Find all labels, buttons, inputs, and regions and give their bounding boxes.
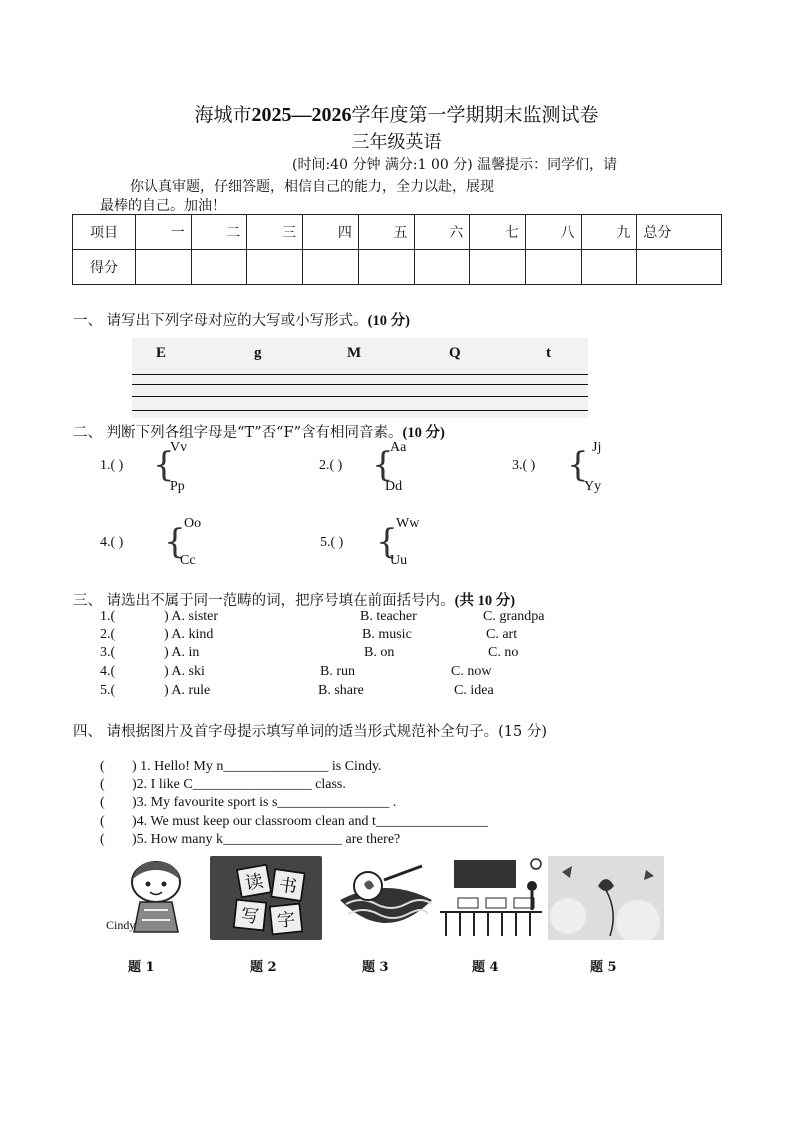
s2-item-4-bottom: Cc	[180, 553, 196, 568]
s4-row-2-text: )2. I like C_________________ class.	[132, 777, 346, 792]
s3-row-3-number[interactable]: 3.(	[100, 645, 116, 660]
picture-5-kites	[548, 856, 664, 940]
s2-item-3-number[interactable]: 3.( )	[512, 458, 536, 473]
char-tile: 书	[270, 868, 306, 902]
s3-row-5-c: C. idea	[454, 683, 494, 698]
exam-title: 海城市2025—2026学年度第一学期期末监测试卷	[194, 104, 599, 126]
writing-line[interactable]	[132, 410, 588, 411]
s2-item-4-top: Oo	[184, 516, 202, 531]
score-col-total: 总分	[637, 215, 722, 250]
s4-row-3-text: )3. My favourite sport is s________________ .	[132, 795, 397, 810]
tip-line-3: 最棒的自己。加油！	[100, 198, 226, 214]
s4-row-3-paren[interactable]: (	[100, 795, 105, 810]
kite-icon	[548, 856, 664, 940]
score-table-header-row	[73, 215, 722, 250]
exam-subtitle: 三年级英语	[351, 132, 442, 153]
letter-4: Q	[449, 345, 461, 361]
section-4-heading: 四、 请根据图片及首字母提示填写单词的适当形式规范补全句子。(15 分)	[73, 724, 547, 740]
s3-row-3-c: C. no	[488, 645, 519, 660]
s4-row-4-paren[interactable]: (	[100, 814, 105, 829]
s3-row-3-b: B. on	[364, 645, 395, 660]
score-cell[interactable]	[581, 250, 637, 285]
score-cell[interactable]	[414, 250, 470, 285]
writing-line[interactable]	[132, 396, 588, 397]
picture-4-classroom	[436, 856, 546, 940]
s3-row-2-c: C. art	[486, 627, 518, 642]
s4-row-2-paren[interactable]: (	[100, 777, 105, 792]
score-cell[interactable]	[637, 250, 722, 285]
section-2-heading: 二、 判断下列各组字母是“T”否“F”含有相同音素。(10 分)	[73, 425, 445, 441]
score-col-2: 二	[191, 215, 247, 250]
score-col-3: 三	[247, 215, 303, 250]
s2-item-5-bottom: Uu	[390, 553, 408, 568]
s2-item-2-top: Aa	[390, 440, 407, 455]
s2-item-3-bottom: Yy	[584, 479, 602, 494]
s4-row-5-text: )5. How many k_________________ are there?	[132, 832, 401, 847]
score-cell[interactable]	[247, 250, 303, 285]
picture-1-label: Cindy	[106, 918, 136, 932]
score-cell[interactable]	[191, 250, 247, 285]
s2-item-2-bottom: Dd	[385, 479, 403, 494]
score-cell[interactable]	[136, 250, 192, 285]
caption-4: 题 4	[472, 960, 499, 975]
score-cell[interactable]	[525, 250, 581, 285]
brace-icon: {	[372, 445, 394, 485]
brace-icon: {	[376, 522, 398, 562]
letter-5: t	[546, 345, 551, 361]
s3-row-3-a: ) A. in	[164, 645, 200, 660]
brace-icon: {	[164, 522, 186, 562]
s2-item-3-top: Jj	[592, 440, 602, 455]
letter-1: E	[156, 345, 167, 361]
brace-icon: {	[153, 445, 175, 485]
score-col-9: 九	[581, 215, 637, 250]
score-cell[interactable]	[358, 250, 414, 285]
picture-3-swimming	[336, 856, 436, 940]
score-row-label: 项目	[73, 215, 136, 250]
s3-row-1-c: C. grandpa	[483, 609, 545, 624]
s3-row-5-a: ) A. rule	[164, 683, 211, 698]
char-tile: 字	[269, 902, 304, 935]
s3-row-4-b: B. run	[320, 664, 355, 679]
s4-row-4-text: )4. We must keep our classroom clean and t________________	[132, 814, 488, 829]
swimmer-icon	[336, 856, 436, 940]
classroom-icon	[436, 856, 546, 940]
caption-1: 题 1	[128, 960, 155, 975]
char-tile: 读	[236, 863, 273, 898]
score-col-8: 八	[525, 215, 581, 250]
s3-row-1-number[interactable]: 1.(	[100, 609, 116, 624]
score-col-4: 四	[303, 215, 359, 250]
s2-item-1-top: Vv	[170, 440, 188, 455]
tip-line-2: 你认真审题，仔细答题，相信自己的能力，全力以赴，展现	[130, 179, 494, 195]
score-cell[interactable]	[470, 250, 526, 285]
s3-row-2-a: ) A. kind	[164, 627, 214, 642]
s4-row-1-text: ) 1. Hello! My n_______________ is Cindy.	[132, 759, 382, 774]
caption-3: 题 3	[362, 960, 389, 975]
writing-line[interactable]	[132, 384, 588, 385]
s2-item-5-top: Ww	[396, 516, 420, 531]
s3-row-1-a: ) A. sister	[164, 609, 219, 624]
s3-row-1-b: B. teacher	[360, 609, 417, 624]
s3-row-2-b: B. music	[362, 627, 412, 642]
score-table	[72, 214, 722, 285]
caption-2: 题 2	[250, 960, 277, 975]
s3-row-2-number[interactable]: 2.(	[100, 627, 116, 642]
s3-row-4-number[interactable]: 4.(	[100, 664, 116, 679]
score-cell[interactable]	[303, 250, 359, 285]
s3-row-5-number[interactable]: 5.(	[100, 683, 116, 698]
s4-row-1-paren[interactable]: (	[100, 759, 105, 774]
brace-icon: {	[567, 445, 589, 485]
s4-row-5-paren[interactable]: (	[100, 832, 105, 847]
score-col-5: 五	[358, 215, 414, 250]
exam-meta-line: (时间:40 分钟 满分:1 00 分) 温馨提示：同学们，请	[292, 157, 618, 173]
s3-row-5-b: B. share	[318, 683, 364, 698]
s2-item-4-number[interactable]: 4.( )	[100, 535, 124, 550]
s3-row-4-c: C. now	[451, 664, 492, 679]
picture-2-writing	[210, 856, 322, 940]
s2-item-1-number[interactable]: 1.( )	[100, 458, 124, 473]
char-tile: 写	[233, 898, 268, 931]
score-col-6: 六	[414, 215, 470, 250]
writing-line[interactable]	[132, 374, 588, 375]
section-1-heading: 一、 请写出下列字母对应的大写或小写形式。(10 分)	[73, 313, 410, 329]
letter-3: M	[347, 345, 362, 361]
section-3-heading: 三、 请选出不属于同一范畴的词，把序号填在前面括号内。(共 10 分)	[73, 593, 516, 609]
letter-2: g	[254, 345, 262, 361]
caption-5: 题 5	[590, 960, 617, 975]
s2-item-2-number[interactable]: 2.( )	[319, 458, 343, 473]
score-col-7: 七	[470, 215, 526, 250]
s3-row-4-a: ) A. ski	[164, 664, 205, 679]
score-table-score-row	[73, 250, 722, 285]
s2-item-5-number[interactable]: 5.( )	[320, 535, 344, 550]
s2-item-1-bottom: Pp	[170, 479, 185, 494]
score-row2-label: 得分	[73, 250, 136, 285]
score-col-1: 一	[136, 215, 192, 250]
